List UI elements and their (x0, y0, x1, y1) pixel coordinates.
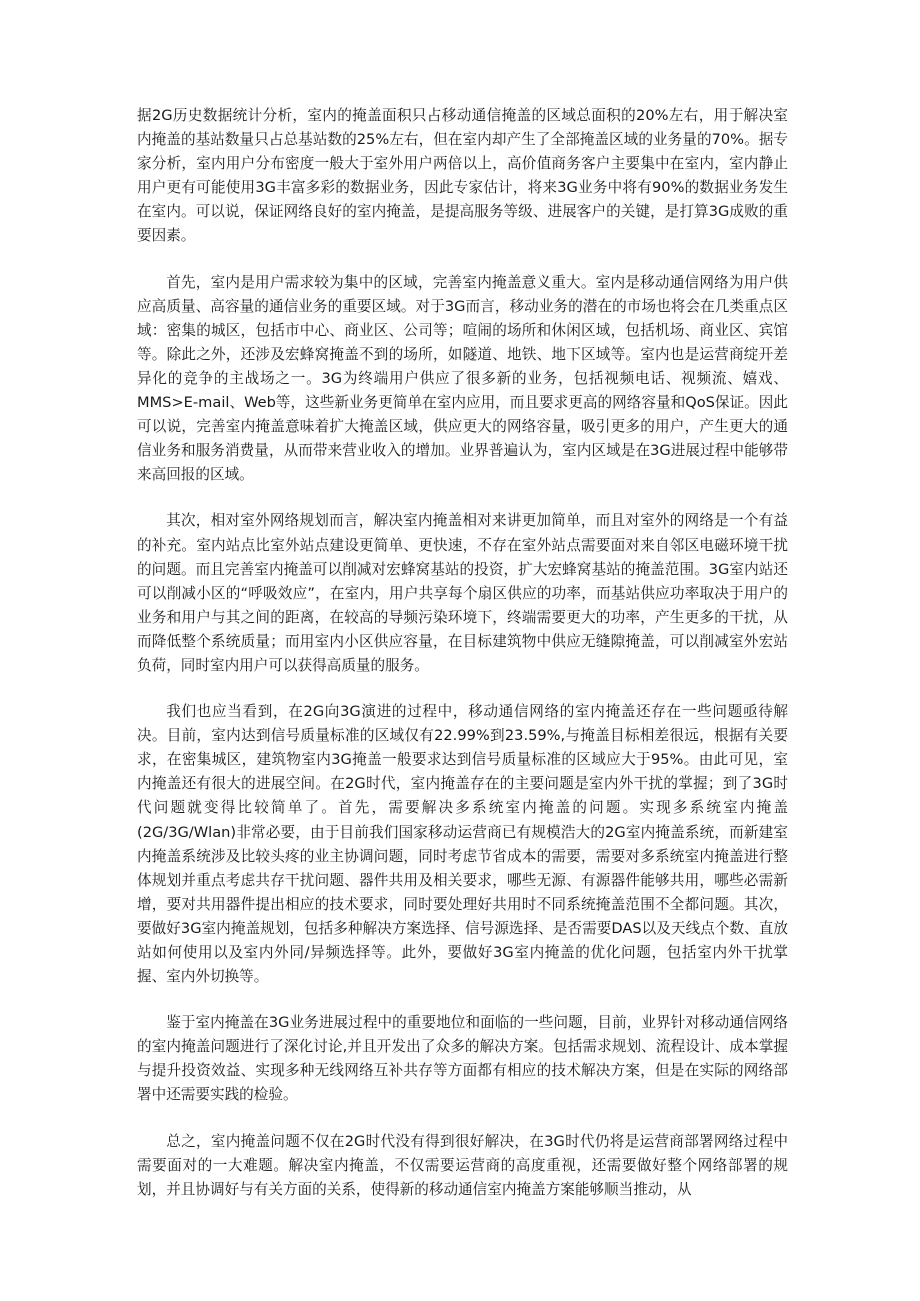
paragraph-first-point: 首先，室内是用户需求较为集中的区域，完善室内掩盖意义重大。室内是移动通信网络为用户供应高质量、高容量的通信业务的重要区域。对于3G而言，移动业务的潜在的市场也将会在几类重点区域：密集的城区，包括市中心、商业区、公司等；喧闹的场所和休闲区域，包括机场、商业区、宾馆等。除此之外，还涉及宏蜂窝掩盖不到的场所，如隧道、地铁、地下区域等。室内也是运营商绽开差异化的竞争的主战场之一。3G为终端用户供应了很多新的业务，包括视频电话、视频流、嬉戏、MMS>E-mail、Web等，这些新业务更简单在室内应用，而且要求更高的网络容量和QoS保证。因此可以说，完善室内掩盖意味着扩大掩盖区域，供应更大的网络容量，吸引更多的用户，产生更大的通信业务和服务消费量，从而带来营业收入的增加。业界普遍认为，室内区域是在3G进展过程中能够带来高回报的区域。 (137, 273, 788, 484)
paragraph-conclusion: 总之，室内掩盖问题不仅在2G时代没有得到很好解决，在3G时代仍将是运营商部署网络过程中需要面对的一大难题。解决室内掩盖，不仅需要运营商的高度重视，还需要做好整个网络部署的规划，并且协调好与有关方面的关系，使得新的移动通信室内掩盖方案能够顺当推动，从 (137, 1132, 788, 1198)
paragraph-solutions: 鉴于室内掩盖在3G业务进展过程中的重要地位和面临的一些问题，目前，业界针对移动通信网络的室内掩盖问题进行了深化讨论,并且开发出了众多的解决方案。包括需求规划、流程设计、成本掌握与提升投资效益、实现多种无线网络互补共存等方面都有相应的技术解决方案，但是在实际的网络部署中还需要实践的检验。 (137, 1014, 788, 1104)
paragraph-second-point: 其次，相对室外网络规划而言，解决室内掩盖相对来讲更加简单，而且对室外的网络是一个有益的补充。室内站点比室外站点建设更简单、更快速，不存在室外站点需要面对来自邻区电磁环境干扰的问题。而且完善室内掩盖可以削减对宏蜂窝基站的投资，扩大宏蜂窝基站的掩盖范围。3G室内站还可以削减小区的“呼吸效应”，在室内，用户共享每个扇区供应的功率，而基站供应功率取决于用户的业务和用户与其之间的距离，在较高的导频污染环境下，终端需要更大的功率，产生更多的干扰，从而降低整个系统质量；而用室内小区供应容量，在目标建筑物中供应无缝隙掩盖，可以削减室外宏站负荷，同时室内用户可以获得高质量的服务。 (137, 512, 788, 674)
document-body (137, 104, 788, 1224)
paragraph-intro: 据2G历史数据统计分析，室内的掩盖面积只占移动通信掩盖的区域总面积的20%左右，用于解决室内掩盖的基站数量只占总基站数的25%左右，但在室内却产生了全部掩盖区域的业务量的70%。据专家分析，室内用户分布密度一般大于室外用户两倍以上，高价值商务客户主要集中在室内，室内静止用户更有可能使用3G丰富多彩的数据业务，因此专家估计，将来3G业务中将有90%的数据业务发生在室内。可以说，保证网络良好的室内掩盖，是提高服务等级、进展客户的关键，是打算3G成败的重要因素。 (137, 107, 788, 245)
paragraph-challenges: 我们也应当看到，在2G向3G演进的过程中，移动通信网络的室内掩盖还存在一些问题亟待解决。目前，室内达到信号质量标准的区域仅有22.99%到23.59%,与掩盖目标相差很远，根据有关要求，在密集城区，建筑物室内3G掩盖一般要求达到信号质量标准的区域应大于95%。由此可见，室内掩盖还有很大的进展空间。在2G时代，室内掩盖存在的主要问题是室内外干扰的掌握；到了3G时代问题就变得比较简单了。首先，需要解决多系统室内掩盖的问题。实现多系统室内掩盖(2G/3G/Wlan)非常必要，由于目前我们国家移动运营商已有规模浩大的2G室内掩盖系统，而新建室内掩盖系统涉及比较头疼的业主协调问题，同时考虑节省成本的需要，需要对多系统室内掩盖进行整体规划并重点考虑共存干扰问题、器件共用及相关要求，哪些无源、有源器件能够共用，哪些必需新增，要对共用器件提出相应的技术要求，同时要处理好共用时不同系统掩盖范围不全都问题。其次，要做好3G室内掩盖规划，包括多种解决方案选择、信号源选择、是否需要DAS以及天线点个数、直放站如何使用以及室内外同/异频选择等。此外，要做好3G室内掩盖的优化问题，包括室内外干扰掌握、室内外切换等。 (137, 703, 788, 986)
